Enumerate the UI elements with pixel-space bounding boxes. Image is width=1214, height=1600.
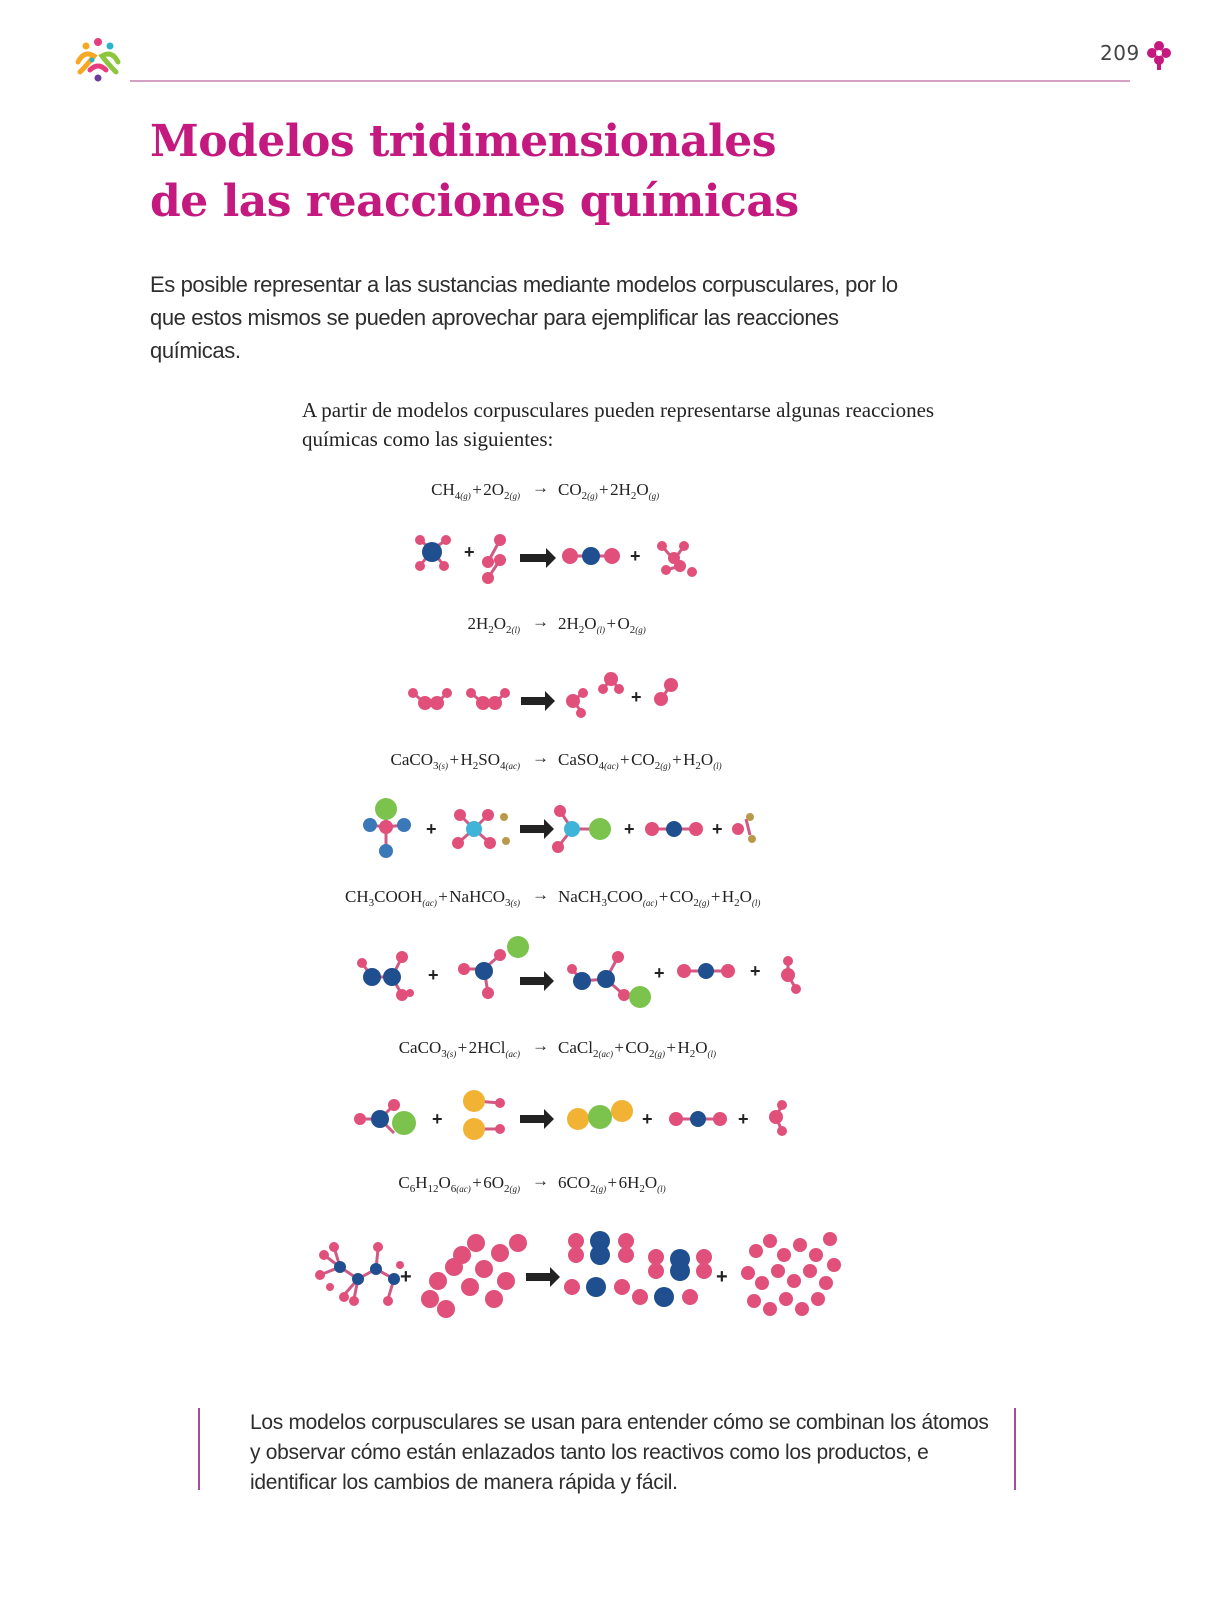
svg-text:+: + (630, 546, 641, 566)
reaction-products: $CO_{2(g)}$ + $2H_2O_{(g)}$ (558, 480, 660, 502)
svg-text:+: + (432, 1109, 443, 1129)
reaction-reactants: $CH_{4(g)}$ + $2O_{2(g)}$ (431, 480, 520, 502)
reaction-equation (0, 1038, 1214, 1062)
reaction-equation (0, 750, 1214, 774)
header-rule (130, 80, 1130, 82)
reaction-reactants: CaCO$_{3(s)}$ + 2HCl$_{(ac)}$ (398, 1038, 520, 1060)
svg-text:+: + (716, 1266, 728, 1288)
note-right-bar (1014, 1408, 1016, 1490)
reaction-reactants: $CH_3COOH_{(ac)}$ + NaHCO$_{3(s)}$ (345, 887, 520, 909)
svg-text:+: + (712, 819, 723, 839)
svg-text:+: + (428, 965, 439, 985)
reaction-equation (0, 480, 1214, 504)
svg-text:+: + (631, 687, 642, 707)
note-left-bar (198, 1408, 200, 1490)
colorful-dancers-logo-icon (70, 34, 126, 84)
reaction-products: CaSO$_{4(ac)}$ + $CO_{2(g)}$ + $H_2O_{(l)}$ (558, 750, 722, 772)
intro-paragraph: Es posible representar a las sustancias mediante modelos corpusculares, por lo que estos mismos se pueden aprovechar para ejemplificar las reacciones químicas. (150, 272, 898, 363)
reaction-arrow: → (532, 748, 549, 767)
reaction-6-model (300, 1225, 850, 1325)
reaction-arrow: → (532, 1036, 549, 1055)
reaction-reactants: CaCO$_{3(s)}$ + $H_2SO_{4(ac)}$ (390, 750, 520, 772)
reaction-equation (0, 614, 1214, 638)
reaction-products: $NaCH_3COO_{(ac)}$ + $CO_{2(g)}$ + $H_2O_{(l)}$ (558, 887, 761, 909)
reaction-3-model (360, 795, 770, 867)
svg-text:+: + (750, 961, 761, 981)
reaction-reactants: $2H_2O_{2(l)}$ (467, 614, 520, 636)
svg-text:+: + (464, 542, 475, 562)
page-title (150, 112, 799, 232)
reaction-equation (0, 1173, 1214, 1197)
reaction-arrow: → (532, 885, 549, 904)
svg-text:+: + (426, 819, 437, 839)
title-line-1: Modelos tridimensionales (150, 116, 777, 167)
reaction-products: CaCl$_{2(ac)}$ + $CO_{2(g)}$ + $H_2O_{(l)}$ (558, 1038, 717, 1060)
reaction-products: $6CO_{2(g)}$ + $6H_2O_{(l)}$ (558, 1173, 666, 1195)
svg-text:+: + (642, 1109, 653, 1129)
reaction-5-model (350, 1085, 800, 1155)
reaction-equation (0, 887, 1214, 911)
title-line-2: de las reacciones químicas (150, 176, 799, 227)
svg-text:+: + (654, 963, 665, 983)
reaction-4-model (350, 935, 810, 1015)
reaction-reactants: $C_6H_{12}O_{6(ac)}$ + $6O_{2(g)}$ (398, 1173, 520, 1195)
lead-paragraph: A partir de modelos corpusculares pueden representarse algunas reacciones químicas como las siguientes: (302, 398, 935, 451)
reaction-arrow: → (532, 1171, 549, 1190)
reaction-arrow: → (532, 612, 549, 631)
svg-text:+: + (400, 1266, 412, 1288)
svg-text:+: + (738, 1109, 749, 1129)
reaction-products: $2H_2O_{(l)}$ + $O_{2(g)}$ (558, 614, 646, 636)
note-paragraph: Los modelos corpusculares se usan para entender cómo se combinan los átomos y observar cómo están enlazados tanto los reactivos como los productos, e identificar los cambios de manera rápida y fácil. (250, 1411, 989, 1494)
svg-text:+: + (624, 819, 635, 839)
reaction-1-model (410, 530, 710, 590)
page-number: 209 (1100, 41, 1140, 65)
pink-flower-ornament-icon (1144, 38, 1174, 72)
reaction-arrow: → (532, 478, 549, 497)
reaction-2-model (405, 665, 695, 725)
